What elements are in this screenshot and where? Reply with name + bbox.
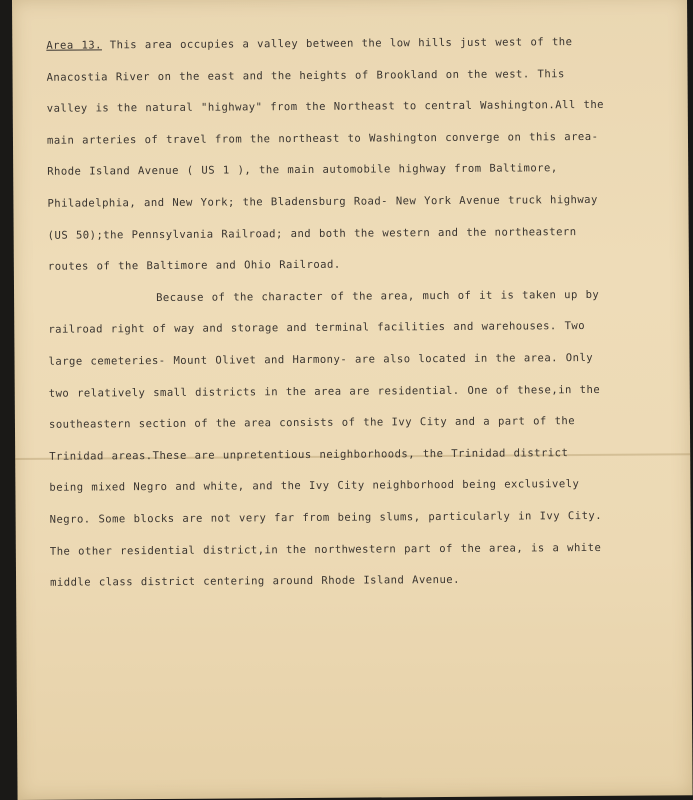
paragraph-1-line: Philadelphia, and New York; the Bladensburg Road- New York Avenue truck highway xyxy=(47,193,598,210)
paragraph-2-line: Because of the character of the area, much of it is taken up by xyxy=(156,288,600,304)
paragraph-2-line: large cemeteries- Mount Olivet and Harmony- are also located in the area. Only xyxy=(48,351,594,368)
typed-text-body xyxy=(46,34,650,607)
paragraph-2-line: being mixed Negro and white, and the Ivy City neighborhood being exclusively xyxy=(49,478,580,495)
paragraph-1-line: Rhode Island Avenue ( US 1 ), the main automobile highway from Baltimore, xyxy=(47,162,558,179)
paragraph-2-line: railroad right of way and storage and terminal facilities and warehouses. Two xyxy=(48,320,586,337)
paragraph-1-line: (US 50);the Pennsylvania Railroad; and both the western and the northeastern xyxy=(47,225,577,242)
document-page xyxy=(12,0,693,800)
paragraph-1-line: valley is the natural "highway" from the Northeast to central Washington.All the xyxy=(46,99,605,115)
paragraph-1-line: routes of the Baltimore and Ohio Railroad. xyxy=(47,258,341,273)
paragraph-2-line: two relatively small districts in the area are residential. One of these,in the xyxy=(48,383,601,400)
paragraph-2-line: Negro. Some blocks are not very far from being slums, particularly in Ivy City. xyxy=(49,509,603,526)
paragraph-2-line: southeastern section of the area consists of the Ivy City and a part of the xyxy=(48,415,576,431)
paragraph-1-line: main arteries of travel from the northeast to Washington converge on this area- xyxy=(46,130,599,147)
paragraph-1-line: Anacostia River on the east and the heights of Brookland on the west. This xyxy=(46,67,565,84)
paragraph-2-line: middle class district centering around Rhode Island Avenue. xyxy=(50,573,460,589)
area-heading: Area 13. xyxy=(46,39,102,52)
paragraph-1-line xyxy=(46,34,646,70)
paragraph-2-line: The other residential district,in the northwestern part of the area, is a white xyxy=(49,541,602,558)
paragraph-2-line: Trinidad areas.These are unpretentious neighborhoods, the Trinidad district xyxy=(49,446,569,463)
paragraph-1-line-text: This area occupies a valley between the low hills just west of the xyxy=(101,36,573,52)
